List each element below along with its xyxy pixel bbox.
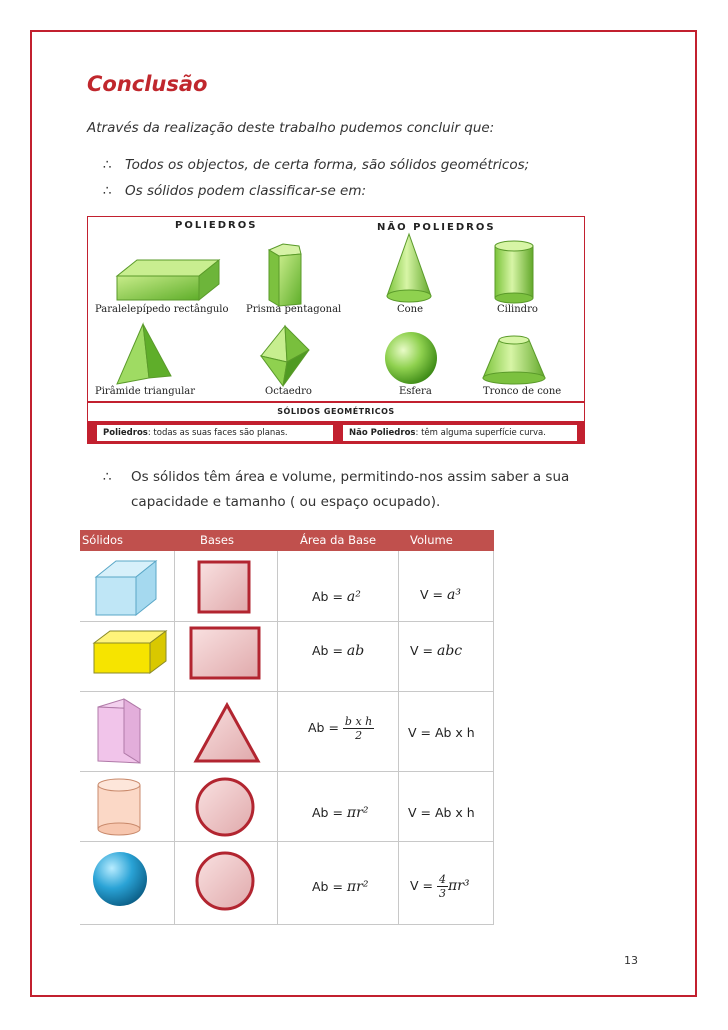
v-prefix: V = xyxy=(410,643,433,658)
legend-text: : têm alguma superfície curva. xyxy=(415,428,546,438)
volume-denominator: 3 xyxy=(438,887,446,900)
volume-formula xyxy=(410,643,462,659)
area-fraction xyxy=(343,715,374,742)
ab-prefix: Ab = xyxy=(312,589,343,604)
page-number: 13 xyxy=(624,954,638,967)
area-formula xyxy=(312,805,368,821)
header-area: Área da Base xyxy=(300,533,377,547)
area-value: πr² xyxy=(346,805,369,821)
v-prefix: V = xyxy=(410,878,433,893)
header-volume: Volume xyxy=(410,533,453,547)
area-denominator: 2 xyxy=(355,729,363,742)
octaedro-shape xyxy=(261,326,309,386)
header-bases: Bases xyxy=(200,533,234,547)
bullet-text: Todos os objectos, de certa forma, são sólidos geométricos; xyxy=(125,157,530,173)
square-base-icon xyxy=(196,559,252,615)
therefore-icon: ∴ xyxy=(103,469,112,485)
bullet-text: Os sólidos podem classificar-se em: xyxy=(125,183,367,199)
circle-base-icon xyxy=(190,775,260,839)
legend-text: : todas as suas faces são planas. xyxy=(147,428,288,438)
volume-formula: V = Ab x h xyxy=(408,805,475,820)
figure-legend xyxy=(87,422,585,444)
figure-strip: SÓLIDOS GEOMÉTRICOS xyxy=(87,402,585,422)
circle-base-icon xyxy=(190,849,260,913)
area-formula xyxy=(312,589,361,605)
bullet-item xyxy=(103,183,366,199)
label-tronco: Tronco de cone xyxy=(483,386,562,397)
legend-term: Poliedros xyxy=(103,428,148,438)
cilindro-shape xyxy=(495,241,533,303)
volume-value: a³ xyxy=(446,587,461,603)
ab-prefix: Ab = xyxy=(312,879,343,894)
intro-text: Através da realização deste trabalho pudemos concluir que: xyxy=(87,120,495,136)
volume-numerator: 4 xyxy=(438,873,446,886)
triangular-prism-icon xyxy=(94,697,158,767)
bullet-item xyxy=(103,157,529,173)
volume-formula: V = Ab x h xyxy=(408,725,475,740)
tronco-shape xyxy=(483,336,545,384)
legend-poliedros xyxy=(97,425,333,441)
label-cone: Cone xyxy=(397,304,424,315)
solids-figure xyxy=(87,216,585,444)
cone-shape xyxy=(387,234,431,302)
cuboid-icon xyxy=(88,627,170,679)
bullet-item xyxy=(103,465,603,515)
therefore-icon: ∴ xyxy=(103,157,112,173)
table-header xyxy=(80,530,494,551)
area-value: ab xyxy=(346,643,365,659)
label-piramide: Pirâmide triangular xyxy=(95,386,196,397)
poliedros-heading: POLIEDROS xyxy=(175,220,258,231)
volume-formula xyxy=(410,873,470,900)
therefore-icon: ∴ xyxy=(103,183,112,199)
ab-prefix: Ab = xyxy=(308,720,339,735)
area-value: a² xyxy=(346,589,361,605)
paralelepipedo-shape xyxy=(117,260,219,300)
ab-prefix: Ab = xyxy=(312,805,343,820)
nao-poliedros-heading: NÃO POLIEDROS xyxy=(377,222,496,233)
label-esfera: Esfera xyxy=(399,386,432,397)
area-value: πr² xyxy=(346,879,369,895)
area-formula xyxy=(308,715,374,742)
volume-tail: πr³ xyxy=(447,878,470,894)
prisma-shape xyxy=(269,244,301,306)
ab-prefix: Ab = xyxy=(312,643,343,658)
volume-fraction xyxy=(437,873,448,900)
piramide-shape xyxy=(117,324,171,384)
triangle-base-icon xyxy=(192,701,262,765)
label-octaedro: Octaedro xyxy=(265,386,312,397)
formula-table xyxy=(80,551,494,925)
v-prefix: V = xyxy=(420,587,443,602)
label-prisma: Prisma pentagonal xyxy=(246,304,342,315)
legend-nao-poliedros xyxy=(343,425,577,441)
area-formula xyxy=(312,879,368,895)
header-solidos: Sólidos xyxy=(82,533,124,547)
volume-formula xyxy=(420,587,461,603)
area-numerator: b x h xyxy=(344,715,373,728)
cylinder-icon xyxy=(90,775,150,839)
volume-value: abc xyxy=(436,643,463,659)
page-title: Conclusão xyxy=(87,72,208,96)
rectangle-base-icon xyxy=(188,625,262,681)
legend-term: Não Poliedros xyxy=(349,428,416,438)
bullet-text: Os sólidos têm área e volume, permitindo-nos assim saber a sua capacidade e tamanho ( ou espaço ocupado). xyxy=(131,469,570,510)
area-formula xyxy=(312,643,364,659)
cube-icon xyxy=(90,555,164,619)
esfera-shape xyxy=(385,332,437,384)
label-cilindro: Cilindro xyxy=(497,304,538,315)
label-paralelepipedo: Paralelepípedo rectângulo xyxy=(95,304,229,315)
sphere-icon xyxy=(90,847,150,911)
